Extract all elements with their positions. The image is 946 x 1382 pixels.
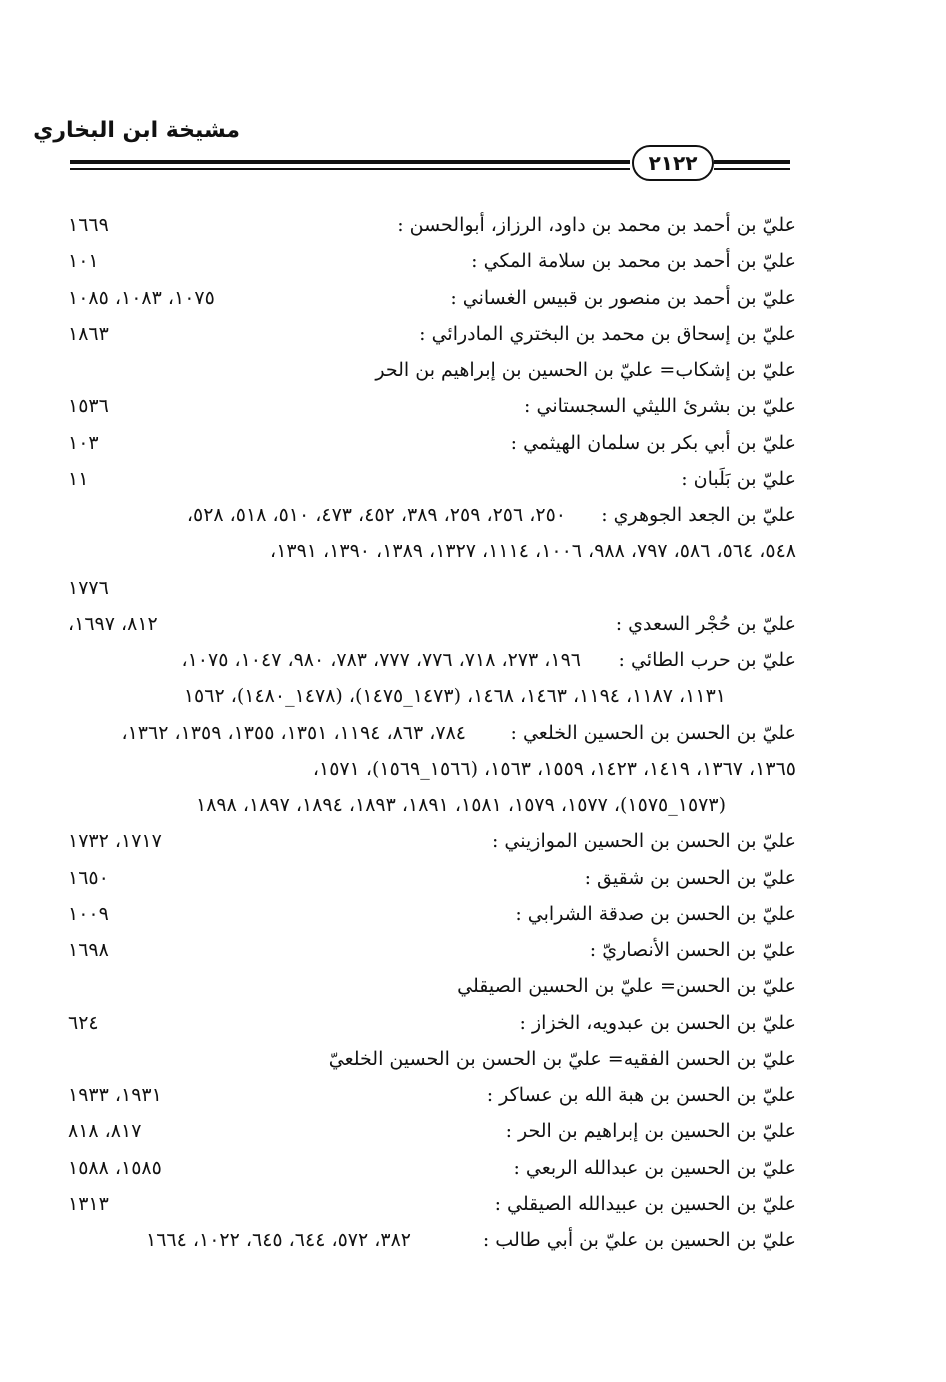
entry-name: عليّ بن الحسن الأنصاريّ : [589,939,796,961]
entry-refs: ١٥٣٦ [68,395,109,418]
entry-name: عليّ بن الجعد الجوهري : [601,504,796,526]
entry-refs: ١٠٧٥، ١٠٨٣، ١٠٨٥ [68,286,215,309]
index-entry [68,426,796,460]
entry-name: عليّ بن الحسين بن عبيدالله الصيقلي : [494,1192,796,1215]
entry-name: عليّ بن أحمد بن منصور بن قبيس الغساني : [450,286,796,309]
entry-refs: ٢٥٠، ٢٥٦، ٢٥٩، ٣٨٩، ٤٥٢، ٤٧٣، ٥١٠، ٥١٨، ٥٢٨، [186,504,566,526]
index-entry [68,1223,796,1257]
index-entry [68,1151,796,1185]
index-entry [68,643,796,677]
entry-refs: ١١ [68,467,89,490]
entry-refs: ١٧١٧، ١٧٣٢ [68,830,162,853]
index-continuation-line [68,752,796,786]
index-continuation-line [68,679,796,713]
entry-name: عليّ بن الحسن بن الحسين الموازيني : [491,830,796,853]
index-entry [68,317,796,351]
entry-name: عليّ بن الحسين بن عليّ بن أبي طالب : [482,1229,796,1251]
entry-name: عليّ بن الحسن بن الحسين الخلعي : [510,721,796,744]
entry-name: عليّ بن إشكاب= عليّ بن الحسين بن إبراهيم بن الحر [375,359,796,381]
entry-refs: ٨١٧، ٨١٨ [68,1120,142,1143]
index-entry [68,897,796,931]
entry-refs: ١٦٥٠ [68,866,109,889]
index-entry [68,1006,796,1040]
running-title: مشيخة ابن البخاري [33,118,240,143]
index-continuation-line [68,534,796,568]
header-rule-right-thick [714,160,790,164]
entry-name: عليّ بن الحسن بن صدقة الشرابي : [515,902,796,925]
entry-refs-continued: ١١٣١، ١١٨٧، ١١٩٤، ١٤٦٣، ١٤٦٨، (١٤٧٣_١٤٧٥)، (١٤٧٨_١٤٨٠)، ١٥٦٢ [183,685,726,708]
index-entry [68,281,796,315]
entry-name: عليّ بن حُجْر السعدي : [615,612,796,635]
entry-refs: ١٨٦٣ [68,322,109,345]
index-entry [68,498,796,532]
entry-name: عليّ بن الحسن بن هبة الله بن عساكر : [486,1084,796,1106]
entry-refs: ١٥٨٥، ١٥٨٨ [68,1156,162,1179]
entry-name: عليّ بن أحمد بن محمد بن داود، الرزاز، أبوالحسن : [397,214,796,236]
header-rule-thick [70,160,630,164]
entry-name: عليّ بن الحسن الفقيه= عليّ بن الحسن بن الحسين الخلعيّ [328,1047,796,1070]
entry-refs: ١٩٣١، ١٩٣٣ [68,1084,162,1106]
index-entry [68,716,796,750]
entry-name: عليّ بن الحسين بن إبراهيم بن الحر : [505,1120,796,1143]
index-entry [68,1042,796,1076]
entry-refs: ٧٨٤، ٨٦٣، ١١٩٤، ١٣٥١، ١٣٥٥، ١٣٥٩، ١٣٦٢، [121,721,466,744]
entry-name: عليّ بن الحسن= عليّ بن الحسين الصيقلي [457,975,796,998]
entry-refs: ١٦٦٩ [68,214,109,236]
index-entry [68,208,796,242]
entry-refs-continued: ١٣٦٥، ١٣٦٧، ١٤١٩، ١٤٢٣، ١٥٥٩، ١٥٦٣، (١٥٦٦_١٥٦٩)، ١٥٧١، [312,757,796,780]
entry-refs: ١٠١ [68,250,99,273]
entry-refs: ٦٢٤ [68,1011,99,1034]
entry-name: عليّ بن الحسين بن عبدالله الربعي : [513,1156,796,1179]
entry-refs: ١٠٣ [68,431,99,454]
page-number: ٢١٢٢ [632,145,714,181]
index-entry [68,1078,796,1112]
entry-name: عليّ بن إسحاق بن محمد بن البختري المادرائي : [419,322,796,345]
header-rule-thin [70,168,630,170]
header-rule-right-thin [714,168,790,170]
index-continuation-line [68,788,796,822]
index-entry [68,389,796,423]
index-entry [68,861,796,895]
entry-refs: ١٠٠٩ [68,902,109,925]
entry-refs: ١٩٦، ٢٧٣، ٧١٨، ٧٧٦، ٧٧٧، ٧٨٣، ٩٨٠، ١٠٤٧، ١٠٧٥، [181,649,581,671]
index-entry [68,1187,796,1221]
index-entry [68,933,796,967]
index-entry [68,824,796,858]
entry-name: عليّ بن أبي بكر بن سلمان الهيثمي : [510,431,796,454]
index-entry [68,462,796,496]
index-entry [68,244,796,278]
entry-name: عليّ بن بشرئ الليثي السجستاني : [524,395,796,418]
entry-name: عليّ بن أحمد بن محمد بن سلامة المكي : [471,250,796,273]
index-entry [68,969,796,1003]
entry-name: عليّ بن حرب الطائي : [618,649,796,671]
entry-refs-continued: (١٥٧٣_١٥٧٥)، ١٥٧٧، ١٥٧٩، ١٥٨١، ١٨٩١، ١٨٩٣، ١٨٩٤، ١٨٩٧، ١٨٩٨ [196,794,726,816]
index-continuation-line [68,571,796,605]
index-entry [68,353,796,387]
index-entry [68,1114,796,1148]
entry-refs-continued: ٥٤٨، ٥٦٤، ٥٨٦، ٧٩٧، ٩٨٨، ١٠٠٦، ١١١٤، ١٣٢٧، ١٣٨٩، ١٣٩٠، ١٣٩١، [270,540,796,563]
entry-refs-continued: ١٧٧٦ [68,576,109,599]
entry-name: عليّ بن بَلَبان : [681,467,796,490]
entry-name: عليّ بن الحسن بن عبدويه، الخزاز : [519,1011,796,1034]
entry-refs: ١٣١٣ [68,1192,109,1215]
entry-refs: ٨١٢، ١٦٩٧، [68,612,158,635]
entry-refs: ٣٨٢، ٥٧٢، ٦٤٤، ٦٤٥، ١٠٢٢، ١٦٦٤ [145,1229,411,1251]
entry-refs: ١٦٩٨ [68,939,109,961]
entry-name: عليّ بن الحسن بن شقيق : [584,866,796,889]
index-entry [68,607,796,641]
